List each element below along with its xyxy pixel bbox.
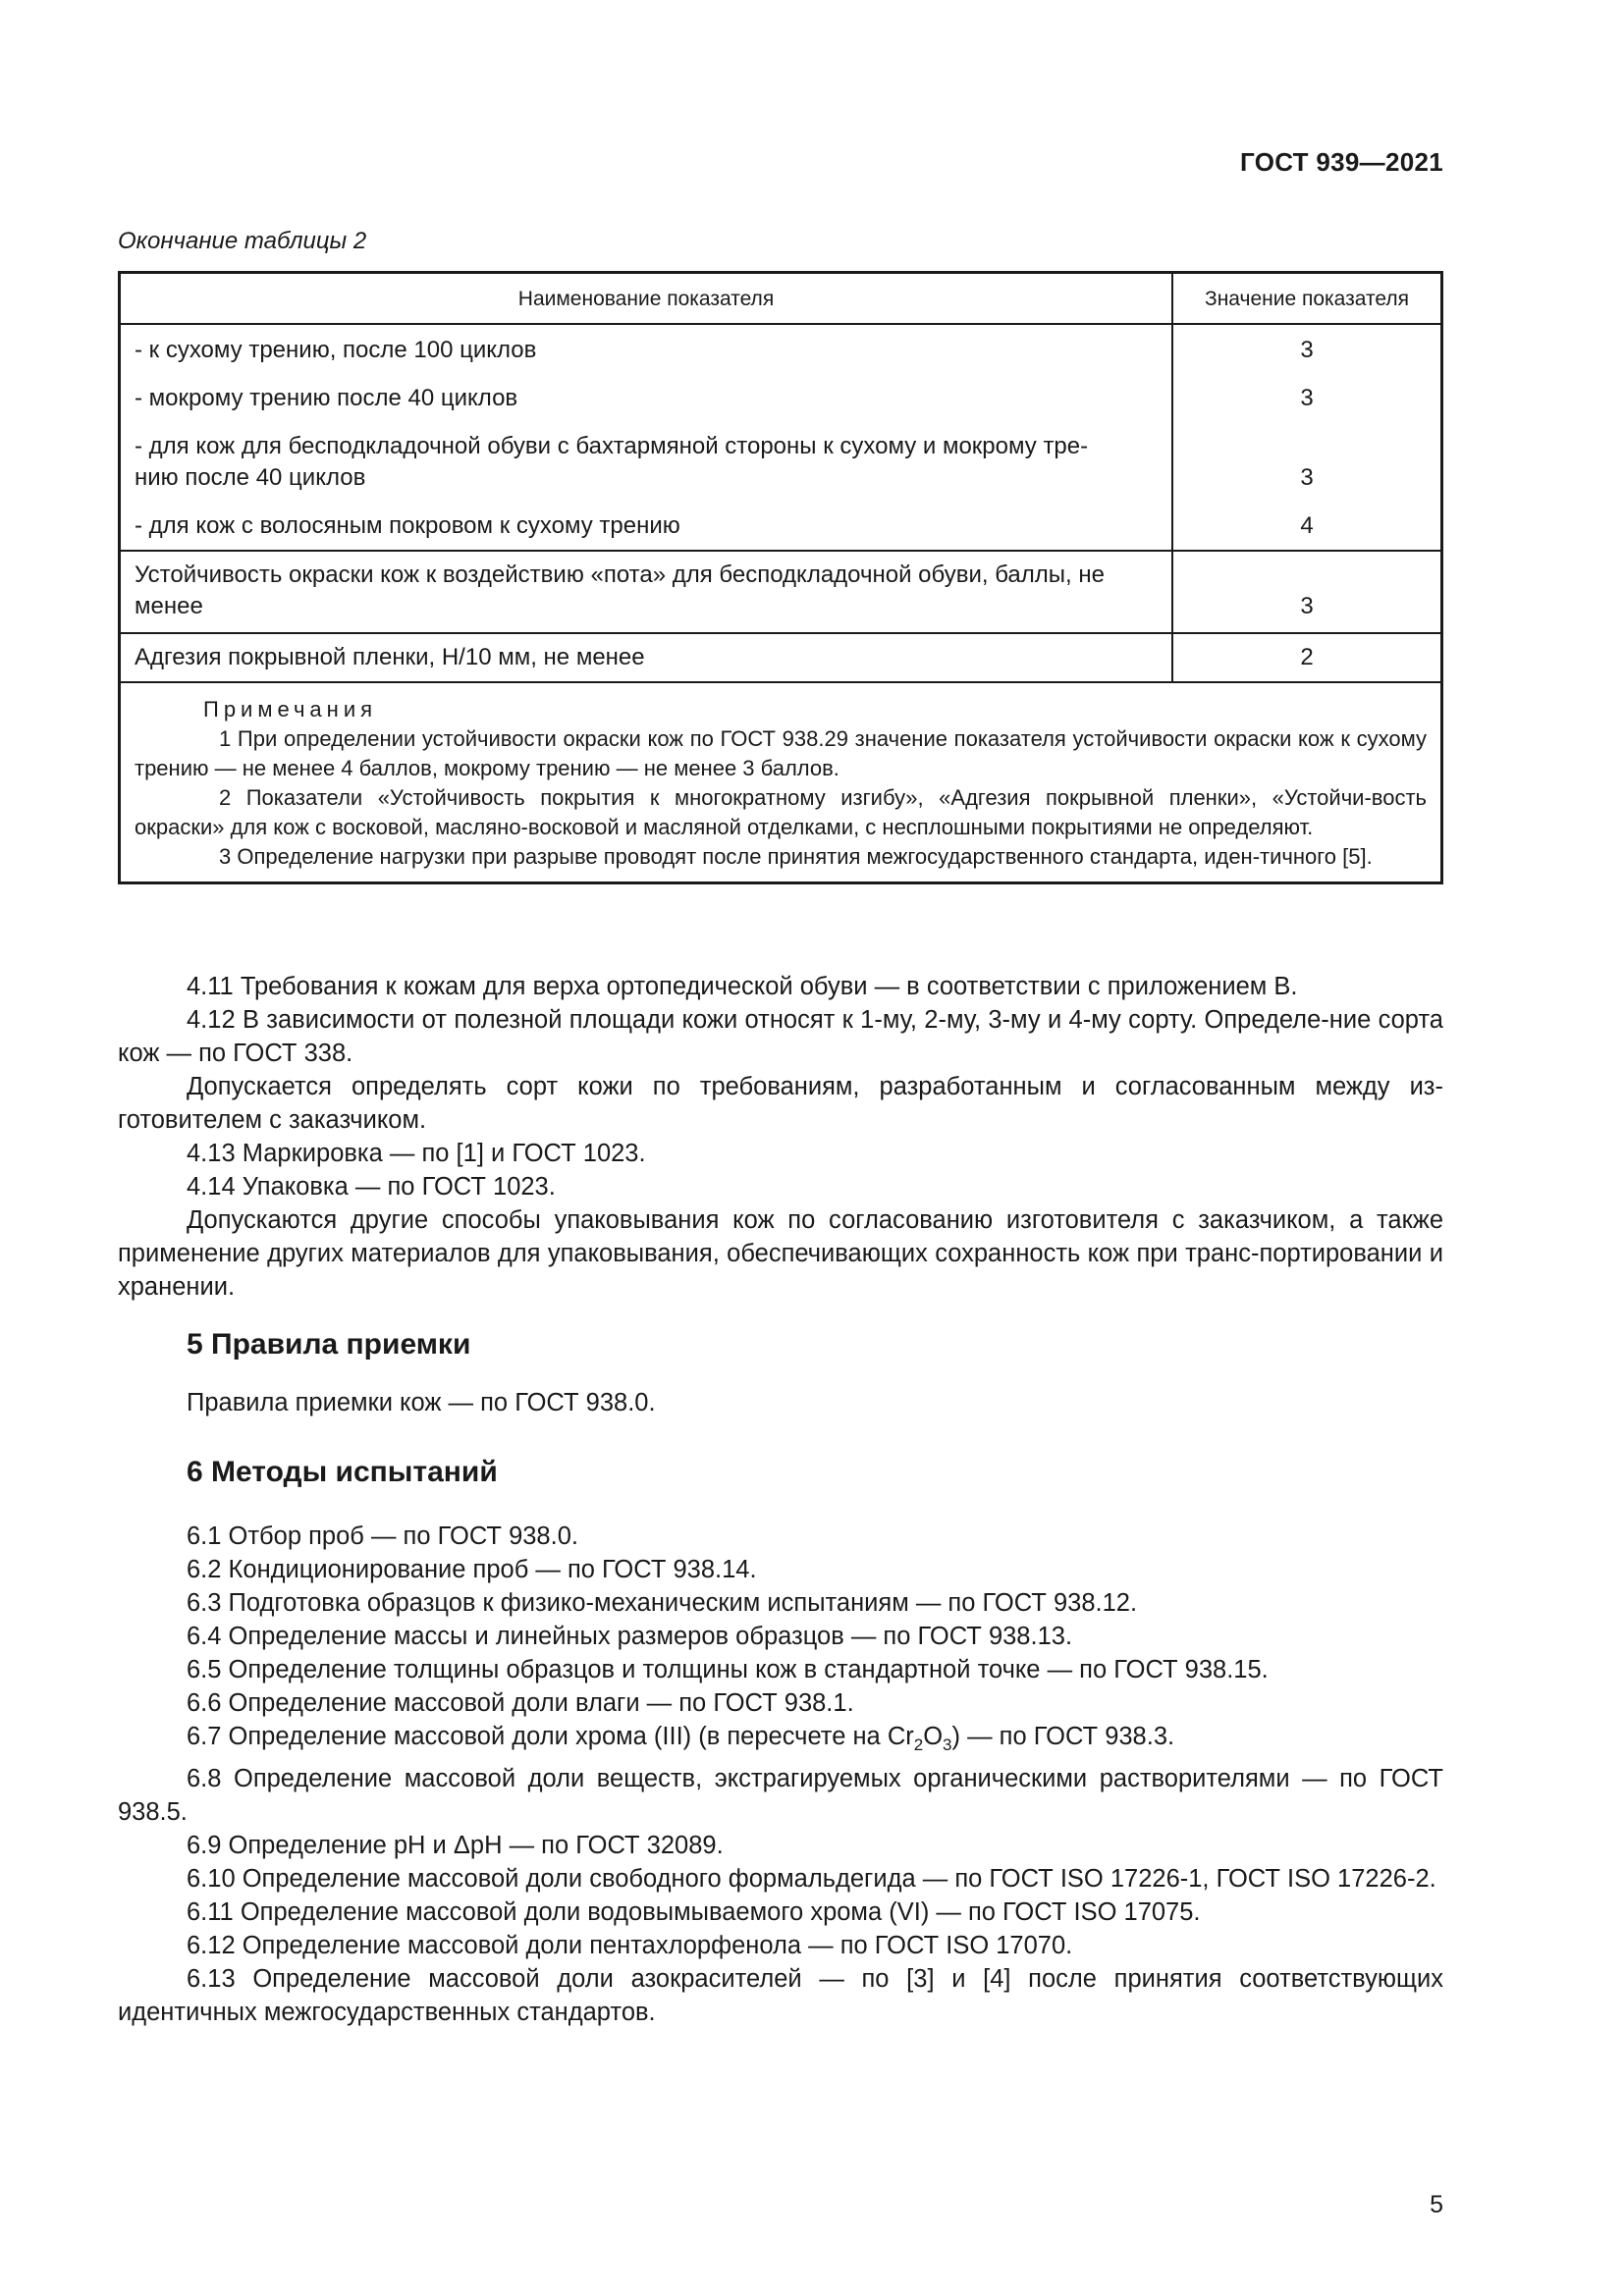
page-number: 5 bbox=[1430, 2191, 1443, 2218]
document-body bbox=[118, 970, 1443, 2029]
table-cell-value: 3 bbox=[1300, 385, 1314, 411]
table-cell-name: - для кож с волосяным покровом к сухому трению bbox=[135, 512, 680, 539]
document-id: ГОСТ 939—2021 bbox=[1240, 147, 1443, 177]
note-2: 2 Показатели «Устойчивость покрытия к многократному изгибу», «Адгезия покрывной пленки», «Устойчи-вость окраски» для кож с восковой, масляно-восковой и масляной отделками, с несплошными покрытиями не определяют. bbox=[135, 785, 1427, 839]
clause-6-8: 6.8 Определение массовой доли веществ, экстрагируемых органическими растворителями — по ГОСТ 938.5. bbox=[118, 1765, 1443, 1826]
notes-title: Примечания bbox=[203, 697, 378, 721]
table-cell-name: - к сухому трению, после 100 циклов bbox=[135, 337, 537, 363]
clause-6-6: 6.6 Определение массовой доли влаги — по ГОСТ 938.1. bbox=[187, 1689, 854, 1717]
clause-4-12: 4.12 В зависимости от полезной площади кожи относят к 1-му, 2-му, 3-му и 4-му сорту. Определе-ние сорта кож — по ГОСТ 338. bbox=[118, 1006, 1443, 1067]
clause-6-11: 6.11 Определение массовой доли водовымываемого хрома (VI) — по ГОСТ ISO 17075. bbox=[187, 1898, 1201, 1926]
clause-6-13: 6.13 Определение массовой доли азокрасителей — по [3] и [4] после принятия соответствующих идентичных межгосударственных стандартов. bbox=[118, 1965, 1443, 2026]
table-row-group bbox=[121, 325, 1440, 552]
table-cell-name: Устойчивость окраски кож к воздействию «пота» для бесподкладочной обуви, баллы, не менее bbox=[121, 552, 1173, 632]
table-header-row bbox=[121, 274, 1440, 325]
section-6-heading: 6 Методы испытаний bbox=[187, 1456, 498, 1488]
table-row bbox=[121, 634, 1440, 683]
note-1: 1 При определении устойчивости окраски кож по ГОСТ 938.29 значение показателя устойчивости окраски кож к сухому трению — не менее 4 баллов, мокрому трению — не менее 3 баллов. bbox=[135, 726, 1427, 780]
table-notes bbox=[121, 683, 1440, 881]
table-cell-value: 3 bbox=[1300, 337, 1314, 363]
table-cell-value: 3 bbox=[1300, 464, 1314, 491]
clause-4-14-paragraph: Допускаются другие способы упаковывания кож по согласованию изготовителя с заказчиком, а также применение других материалов для упаковывания, обеспечивающих сохранность кож при транс-портировании и хранении. bbox=[118, 1206, 1443, 1301]
column-header-value: Значение показателя bbox=[1205, 288, 1409, 310]
column-header-name: Наименование показателя bbox=[121, 274, 1173, 323]
clause-6-5: 6.5 Определение толщины образцов и толщины кож в стандартной точке — по ГОСТ 938.15. bbox=[187, 1656, 1269, 1683]
clause-6-3: 6.3 Подготовка образцов к физико-механическим испытаниям — по ГОСТ 938.12. bbox=[187, 1589, 1138, 1617]
clause-4-12-paragraph: Допускается определять сорт кожи по требованиям, разработанным и согласованным между из-готовителем с заказчиком. bbox=[118, 1073, 1443, 1134]
table-cell-name: Адгезия покрывной пленки, Н/10 мм, не менее bbox=[121, 634, 1173, 681]
table-cell-value: 4 bbox=[1300, 512, 1314, 539]
table-cell-value: 2 bbox=[1300, 644, 1314, 670]
table-row bbox=[121, 552, 1440, 634]
table-cell-name: - мокрому трению после 40 циклов bbox=[135, 385, 518, 411]
section-5-text: Правила приемки кож — по ГОСТ 938.0. bbox=[187, 1389, 656, 1416]
clause-6-9: 6.9 Определение pH и ΔpH — по ГОСТ 32089. bbox=[187, 1832, 724, 1859]
clause-6-2: 6.2 Кондиционирование проб — по ГОСТ 938.14. bbox=[187, 1556, 757, 1583]
clause-6-4: 6.4 Определение массы и линейных размеров образцов — по ГОСТ 938.13. bbox=[187, 1623, 1073, 1650]
table-cell-value: 3 bbox=[1300, 593, 1314, 619]
clause-4-13: 4.13 Маркировка — по [1] и ГОСТ 1023. bbox=[187, 1140, 646, 1167]
clause-6-1: 6.1 Отбор проб — по ГОСТ 938.0. bbox=[187, 1522, 578, 1550]
note-3: 3 Определение нагрузки при разрыве проводят после принятия межгосударственного стандарта, иден-тичного [5]. bbox=[219, 844, 1373, 869]
table-cell-name: - для кож для бесподкладочной обуви с бахтармяной стороны к сухому и мокрому тре- нию после 40 циклов bbox=[135, 433, 1089, 491]
clause-6-7: 6.7 Определение массовой доли хрома (III) (в пересчете на $Cr_2O_3$) — по ГОСТ 938.3. bbox=[187, 1723, 1175, 1754]
indicators-table bbox=[118, 271, 1443, 884]
clause-6-12: 6.12 Определение массовой доли пентахлорфенола — по ГОСТ ISO 17070. bbox=[187, 1932, 1073, 1959]
clause-4-11: 4.11 Требования к кожам для верха ортопедической обуви — в соответствии с приложением В. bbox=[187, 973, 1298, 1000]
clause-4-14: 4.14 Упаковка — по ГОСТ 1023. bbox=[187, 1173, 556, 1201]
section-5-heading: 5 Правила приемки bbox=[187, 1328, 471, 1361]
clause-6-10: 6.10 Определение массовой доли свободного формальдегида — по ГОСТ ISO 17226-1, ГОСТ ISO 17226-2. bbox=[187, 1865, 1436, 1893]
table-caption: Окончание таблицы 2 bbox=[118, 228, 367, 254]
